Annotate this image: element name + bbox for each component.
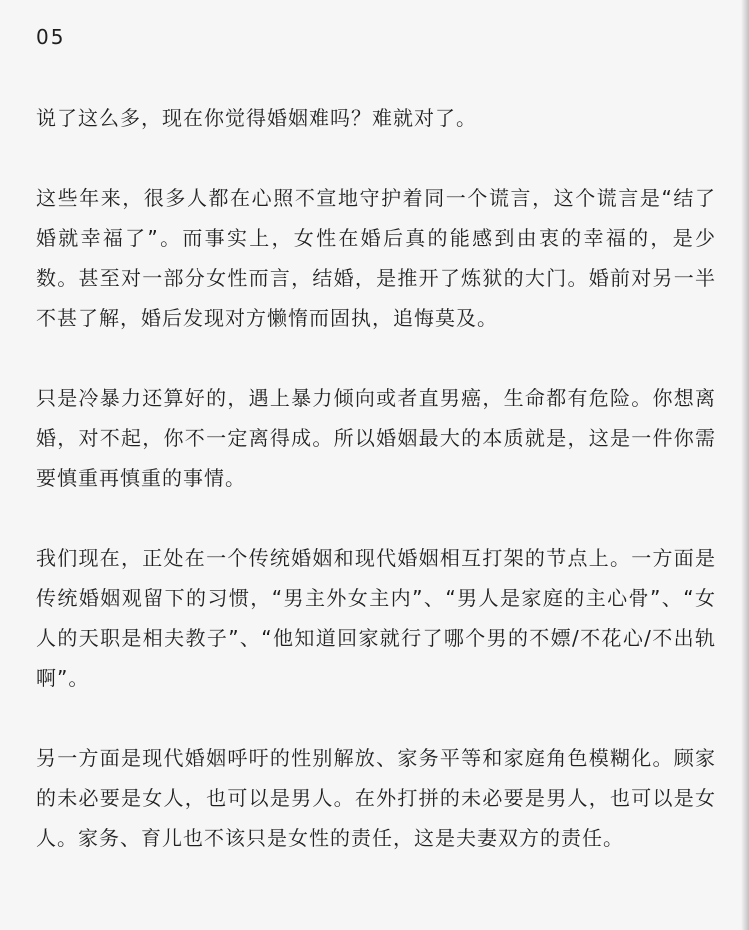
paragraph-1: 说了这么多，现在你觉得婚姻难吗？难就对了。 [36,106,477,130]
paragraph-4: 我们现在，正处在一个传统婚姻和现代婚姻相互打架的节点上。一方面是传统婚姻观留下的习惯，“男主外女主内”、“男人是家庭的主心骨”、“女人的天职是相夫教子”、“他知道回家就行了哪个男的不嫖/不花心/不出轨啊”。 [36,546,716,690]
paragraph-5: 另一方面是现代婚姻呼吁的性别解放、家务平等和家庭角色模糊化。顾家的未必要是女人，也可以是男人。在外打拼的未必要是男人，也可以是女人。家务、育儿也不该只是女性的责任，这是夫妻双方的责任。 [36,746,716,850]
page-edge-shadow [741,0,749,930]
article-page [36,24,716,898]
section-number: 05 [36,25,66,49]
paragraph-3: 只是冷暴力还算好的，遇上暴力倾向或者直男癌，生命都有危险。你想离婚，对不起，你不一定离得成。所以婚姻最大的本质就是，这是一件你需要慎重再慎重的事情。 [36,386,716,490]
paragraph-2: 这些年来，很多人都在心照不宣地守护着同一个谎言，这个谎言是“结了婚就幸福了”。而事实上，女性在婚后真的能感到由衷的幸福的，是少数。甚至对一部分女性而言，结婚，是推开了炼狱的大门。婚前对另一半不甚了解，婚后发现对方懒惰而固执，追悔莫及。 [36,186,716,330]
